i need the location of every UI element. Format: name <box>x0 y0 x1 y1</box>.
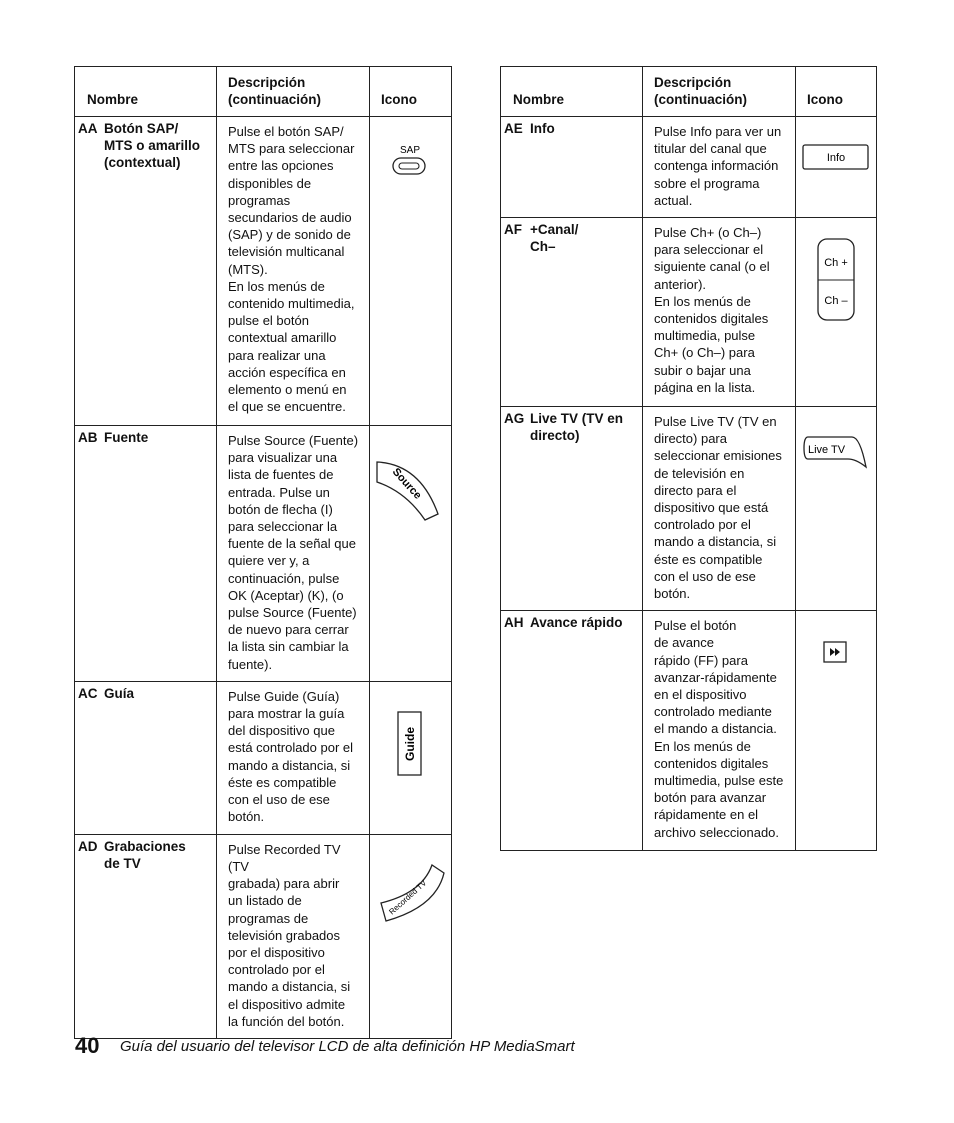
table-row <box>75 834 452 1038</box>
live-tv-button-icon <box>802 433 868 469</box>
table-row <box>75 681 452 834</box>
sap-button-icon <box>390 143 430 179</box>
header-description: Descripción (continuación) <box>217 67 370 117</box>
recorded-tv-button-icon <box>378 863 440 925</box>
header-icon: Icono <box>796 67 877 117</box>
row-icon-cell <box>370 681 452 834</box>
guide-button-icon <box>397 711 423 777</box>
row-icon-cell <box>370 117 452 426</box>
page-number: 40 <box>75 1033 100 1058</box>
svg-text:Source: Source <box>389 465 424 502</box>
table-header-row <box>75 67 452 117</box>
row-description-cell: Pulse Recorded TV (TV grabada) para abrir un listado de programas de televisión grabados por el dispositivo controlado por el mando a distancia, si el dispositivo admite la función del botón. <box>217 834 370 1038</box>
table-row <box>501 218 877 407</box>
svg-text:Live TV: Live TV <box>808 444 846 457</box>
row-icon-cell <box>370 834 452 1038</box>
row-name-cell: AF +Canal/ Ch– <box>501 218 643 407</box>
svg-text:Recorded TV: Recorded TV <box>387 878 429 917</box>
row-name-cell: AG Live TV (TV en directo) <box>501 407 643 611</box>
right-spec-table <box>500 66 877 851</box>
header-description: Descripción (continuación) <box>643 67 796 117</box>
table-row <box>75 117 452 426</box>
source-button-icon <box>376 456 442 524</box>
table-row <box>501 407 877 611</box>
row-description-cell: Pulse Source (Fuente) para visualizar una lista de fuentes de entrada. Pulse un botón de flecha (I) para seleccionar la fuente de la señal que quiere ver y, a continuación, pulse OK (Aceptar) (K), (o pulse Source (Fuente) de nuevo para cerrar la lista sin cambiar la fuente). <box>217 426 370 682</box>
table-header-row <box>501 67 877 117</box>
fast-forward-button-icon <box>823 641 849 665</box>
header-icon: Icono <box>370 67 452 117</box>
table-row <box>75 426 452 682</box>
row-icon-cell <box>796 611 877 851</box>
table-row <box>501 117 877 218</box>
row-description-cell: Pulse el botón de avance rápido (FF) para avanzar-rápidamente en el dispositivo controlado mediante el mando a distancia. En los menús de contenidos digitales multimedia, pulse este botón para avanzar rápidamente en el archivo seleccionado. <box>643 611 796 851</box>
page-footer <box>75 1033 575 1059</box>
svg-text:Ch +: Ch + <box>824 257 848 270</box>
svg-text:Guide: Guide <box>403 726 417 761</box>
table-row <box>501 611 877 851</box>
info-button-icon <box>802 144 870 172</box>
row-icon-cell <box>796 117 877 218</box>
row-name-cell: AA Botón SAP/ MTS o amarillo (contextual) <box>75 117 217 426</box>
row-icon-cell <box>796 218 877 407</box>
row-name-cell: AB Fuente <box>75 426 217 682</box>
row-description-cell: Pulse Live TV (TV en directo) para seleccionar emisiones de televisión en directo para el dispositivo que está controlado por el mando a distancia, si éste es compatible con el uso de ese botón. <box>643 407 796 611</box>
channel-rocker-icon <box>817 238 857 322</box>
row-description-cell: Pulse Info para ver un titular del canal que contenga información sobre el programa actual. <box>643 117 796 218</box>
svg-text:Ch –: Ch – <box>824 295 848 308</box>
left-spec-table <box>74 66 452 1039</box>
row-name-cell: AE Info <box>501 117 643 218</box>
document-title: Guía del usuario del televisor LCD de alta definición HP MediaSmart <box>120 1038 575 1055</box>
row-description-cell: Pulse el botón SAP/ MTS para seleccionar entre las opciones disponibles de programas secundarios de audio (SAP) y de sonido de televisión multicanal (MTS). En los menús de contenido multimedia, pulse el botón contextual amarillo para realizar una acción específica en elemento o menú en el que se encuentre. <box>217 117 370 426</box>
svg-text:SAP: SAP <box>399 145 421 156</box>
row-icon-cell <box>370 426 452 682</box>
header-name: Nombre <box>501 67 643 117</box>
header-name: Nombre <box>75 67 217 117</box>
row-description-cell: Pulse Ch+ (o Ch–) para seleccionar el siguiente canal (o el anterior). En los menús de contenidos digitales multimedia, pulse Ch+ (o Ch–) para subir o bajar una página en la lista. <box>643 218 796 407</box>
row-name-cell: AD Grabaciones de TV <box>75 834 217 1038</box>
row-name-cell: AC Guía <box>75 681 217 834</box>
row-description-cell: Pulse Guide (Guía) para mostrar la guía del dispositivo que está controlado por el mando a distancia, si éste es compatible con el uso de ese botón. <box>217 681 370 834</box>
svg-text:Info: Info <box>826 152 846 164</box>
row-name-cell: AH Avance rápido <box>501 611 643 851</box>
row-icon-cell <box>796 407 877 611</box>
